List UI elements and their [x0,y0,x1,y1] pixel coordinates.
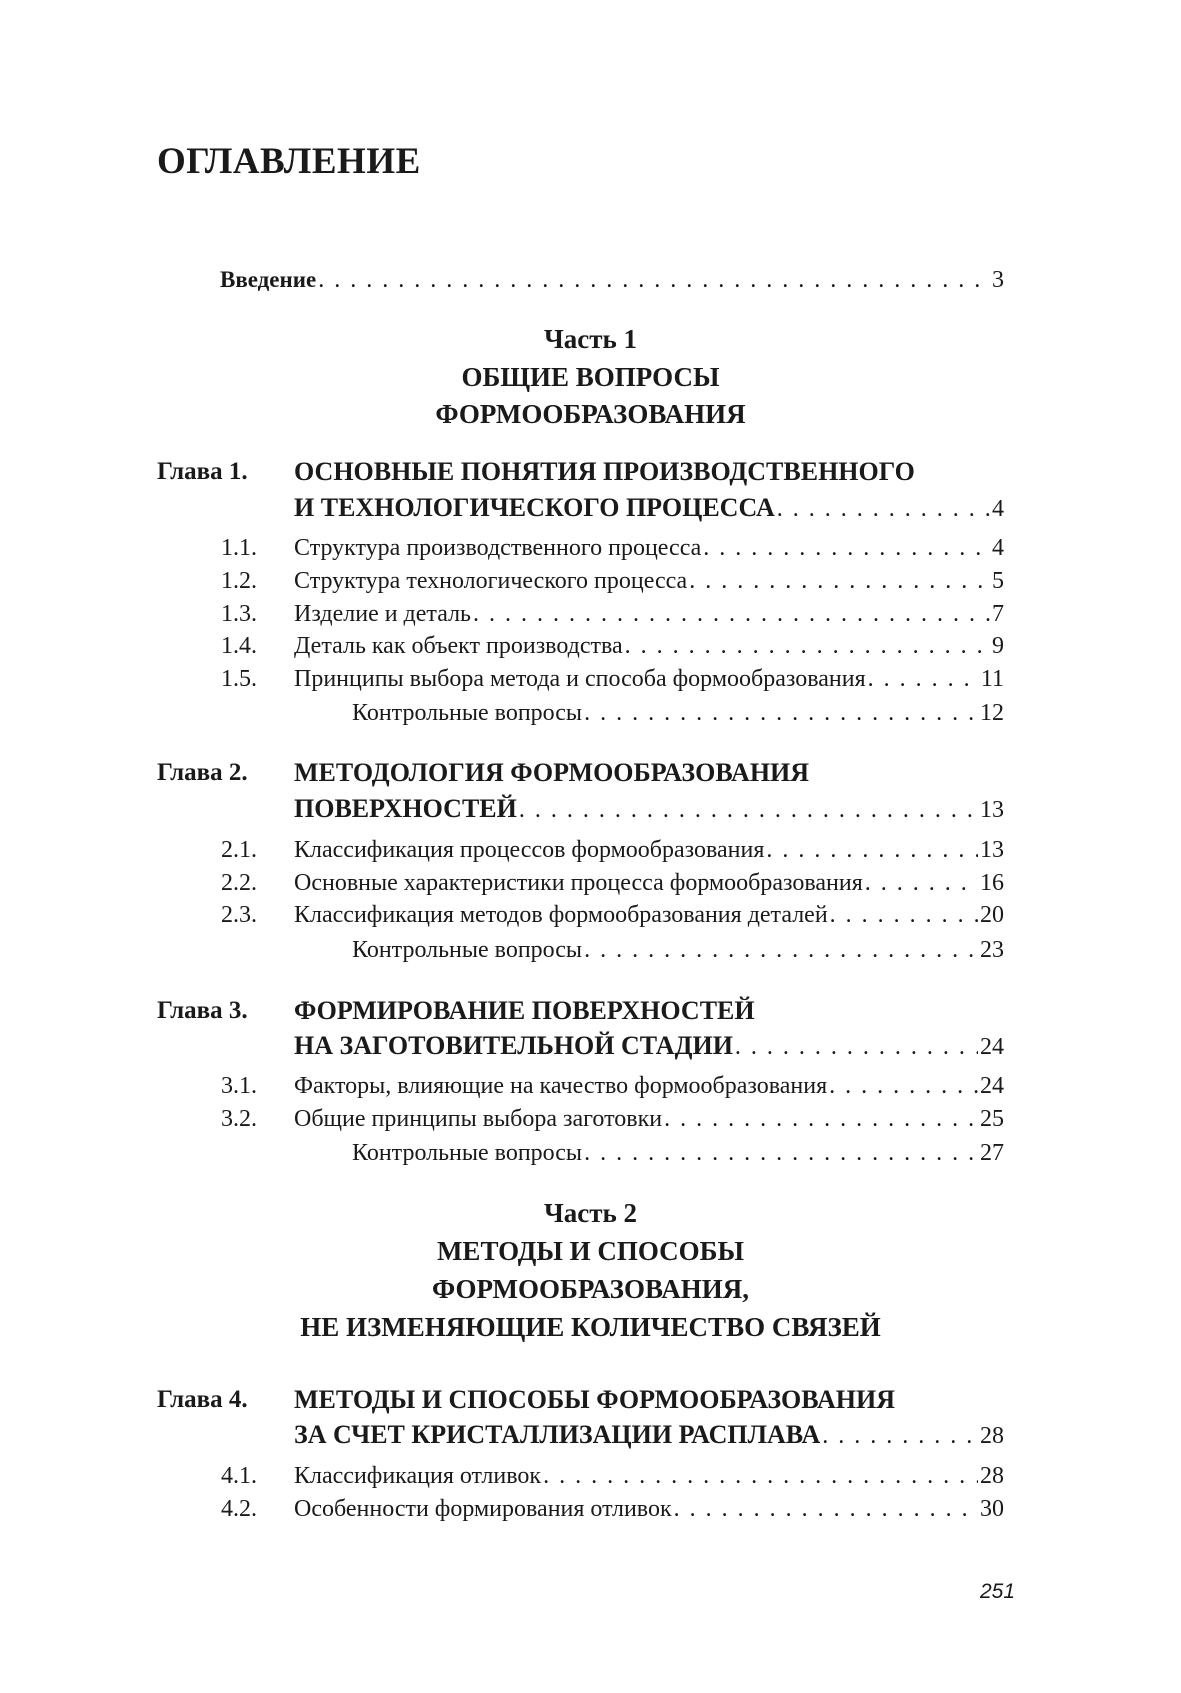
toc-page-number: 24 [980,1073,1004,1099]
dot-leader [868,663,979,695]
toc-page-number: 7 [992,601,1004,627]
toc-entry-title: Основные характеристики процесса формообразования [294,870,863,896]
dot-leader [543,1460,978,1492]
chapter-label: Глава 4. [157,1386,248,1413]
toc-entry-title: Классификация процессов формообразования [294,837,765,863]
toc-page-number: 24 [980,1034,1004,1060]
chapter-title-line: НА ЗАГОТОВИТЕЛЬНОЙ СТАДИИ [294,1031,733,1060]
toc-entry[interactable] [221,1070,1004,1102]
toc-entry-title: Деталь как объект производства [294,633,623,659]
chapter-title-line: ЗА СЧЕТ КРИСТАЛЛИЗАЦИИ РАСПЛАВА [294,1420,821,1449]
dot-leader [735,1031,978,1063]
toc-entry[interactable] [221,834,1004,866]
chapter-title-line[interactable]: ОСНОВНЫЕ ПОНЯТИЯ ПРОИЗВОДСТВЕННОГО [294,457,915,486]
toc-entry[interactable] [221,532,1004,564]
toc-page-number: 9 [992,633,1004,659]
section-number: 1.2. [221,568,257,594]
toc-page-number: 4 [992,496,1004,522]
dot-leader [777,493,990,525]
section-number: 2.1. [221,837,257,863]
dot-leader [766,834,978,866]
toc-entry-chapter[interactable] [294,1419,1004,1452]
toc-entry-title: Особенности формирования отливок [294,1496,672,1522]
section-number: 1.3. [221,601,257,627]
toc-page-number: 4 [992,535,1004,561]
toc-entry-title: Факторы, влияющие на качество формообразования [294,1073,828,1099]
dot-leader [865,867,978,899]
toc-entry-chapter[interactable] [294,1030,1004,1063]
dot-leader [689,565,990,597]
part-label: Часть 1 [543,324,638,354]
dot-leader [625,630,990,662]
toc-entry-title: Контрольные вопросы [352,937,583,963]
chapter-title-line: И ТЕХНОЛОГИЧЕСКОГО ПРОЦЕССА [294,493,775,522]
dot-leader [473,598,990,630]
toc-entry-title: Изделие и деталь [294,601,471,627]
chapter-label: Глава 1. [157,458,248,485]
page-title: ОГЛАВЛЕНИЕ [157,141,421,182]
part-title-line: НЕ ИЗМЕНЯЮЩИЕ КОЛИЧЕСТВО СВЯЗЕЙ [300,1312,881,1342]
toc-page-number: 20 [980,902,1004,928]
toc-page-number: 3 [992,267,1004,293]
toc-entry-title: Классификация отливок [294,1463,542,1489]
part-title-line: ФОРМООБРАЗОВАНИЯ [435,399,746,429]
part-title-line: МЕТОДЫ И СПОСОБЫ [436,1236,745,1266]
dot-leader [822,1420,978,1452]
part-label: Часть 2 [543,1198,638,1228]
toc-entry[interactable] [221,663,1004,695]
dot-leader [519,794,978,826]
toc-entry-title: Принципы выбора метода и способа формообразования [294,666,866,692]
dot-leader [664,1103,978,1135]
toc-entry[interactable] [221,598,1004,630]
toc-page-number: 28 [980,1463,1004,1489]
section-number: 2.3. [221,902,257,928]
toc-entry-title: Структура производственного процесса [294,535,702,561]
dot-leader [830,899,978,931]
chapter-title-line[interactable]: МЕТОДОЛОГИЯ ФОРМООБРАЗОВАНИЯ [294,758,810,787]
toc-entry[interactable] [221,1460,1004,1492]
toc-page-number: 11 [980,666,1004,692]
page-folio: 251 [980,1580,1016,1603]
toc-entry[interactable] [221,899,1004,931]
toc-entry-title: Общие принципы выбора заготовки [294,1106,663,1132]
part-title-line: ОБЩИЕ ВОПРОСЫ [461,362,720,392]
dot-leader [829,1070,978,1102]
toc-entry[interactable] [221,630,1004,662]
toc-page-number: 23 [980,937,1004,963]
toc-page-number: 12 [980,700,1004,726]
chapter-label: Глава 2. [157,759,248,786]
section-number: 2.2. [221,870,257,896]
toc-entry-intro[interactable] [220,264,1004,296]
toc-page-number: 25 [980,1106,1004,1132]
toc-entry-title: Классификация методов формообразования деталей [294,902,828,928]
toc-page-number: 13 [980,797,1004,823]
chapter-title-line: ПОВЕРХНОСТЕЙ [294,794,517,823]
section-number: 3.1. [221,1073,257,1099]
section-number: 4.1. [221,1463,257,1489]
toc-entry[interactable] [221,867,1004,899]
toc-entry-title: Структура технологического процесса [294,568,688,594]
dot-leader [318,264,990,296]
toc-entry-questions[interactable] [352,934,1004,966]
toc-page-number: 5 [992,568,1004,594]
toc-page-number: 13 [980,837,1004,863]
section-number: 1.1. [221,535,257,561]
dot-leader [674,1493,978,1525]
chapter-title-line[interactable]: ФОРМИРОВАНИЕ ПОВЕРХНОСТЕЙ [294,996,755,1025]
dot-leader [703,532,990,564]
section-number: 4.2. [221,1496,257,1522]
toc-entry[interactable] [221,1103,1004,1135]
toc-page-number: 30 [980,1496,1004,1522]
toc-entry-questions[interactable] [352,697,1004,729]
toc-entry[interactable] [221,1493,1004,1525]
chapter-title-line[interactable]: МЕТОДЫ И СПОСОБЫ ФОРМООБРАЗОВАНИЯ [294,1385,895,1414]
toc-entry-title: Контрольные вопросы [352,700,583,726]
toc-entry[interactable] [221,565,1004,597]
section-number: 1.5. [221,666,257,692]
toc-entry-chapter[interactable] [294,492,1004,525]
toc-entry-chapter[interactable] [294,793,1004,826]
section-number: 1.4. [221,633,257,659]
section-number: 3.2. [221,1106,257,1132]
toc-entry-title: Контрольные вопросы [352,1140,583,1166]
dot-leader [584,934,978,966]
dot-leader [584,1137,978,1169]
toc-entry-questions[interactable] [352,1137,1004,1169]
dot-leader [584,697,978,729]
toc-page-number: 27 [980,1140,1004,1166]
toc-entry-title: Введение [220,267,317,292]
chapter-label: Глава 3. [157,997,248,1024]
toc-page-number: 16 [980,870,1004,896]
part-title-line: ФОРМООБРАЗОВАНИЯ, [431,1274,749,1304]
toc-page-number: 28 [980,1423,1004,1449]
